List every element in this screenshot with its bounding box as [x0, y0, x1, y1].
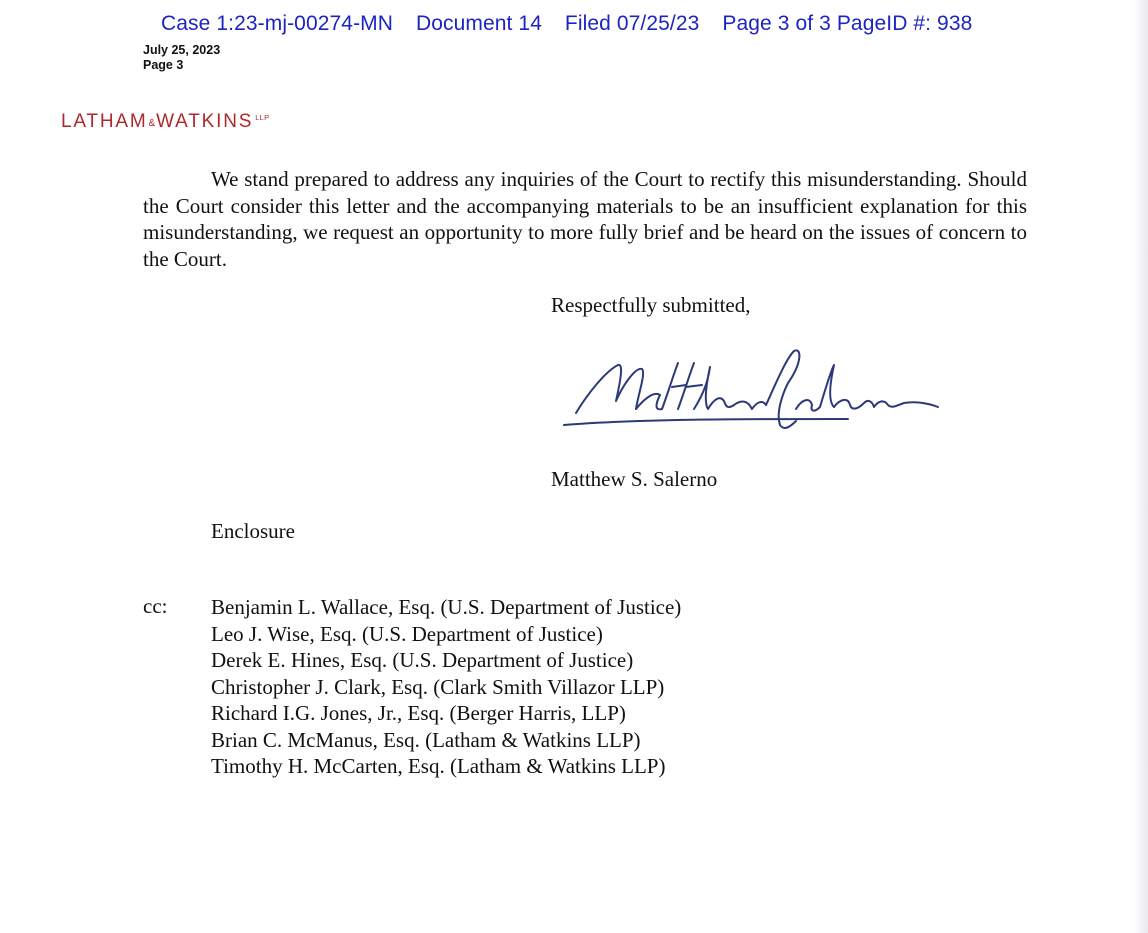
cc-recipient: Christopher J. Clark, Esq. (Clark Smith Villazor LLP) [211, 674, 665, 699]
document-number: Document 14 [415, 12, 542, 35]
signer-name: Matthew S. Salerno [551, 467, 718, 491]
cc-recipient-list [211, 594, 681, 780]
letter-date: July 25, 2023 [143, 43, 221, 57]
cc-recipient: Brian C. McManus, Esq. (Latham & Watkins LLP) [211, 727, 641, 752]
page-edge-shadow [1134, 0, 1148, 933]
cc-recipient: Timothy H. McCarten, Esq. (Latham & Watkins LLP) [211, 754, 666, 778]
cc-recipient: Richard I.G. Jones, Jr., Esq. (Berger Harris, LLP) [211, 701, 626, 725]
enclosure-label: Enclosure [211, 519, 295, 543]
handwritten-signature [558, 343, 948, 443]
logo-ampersand: & [148, 118, 156, 129]
page-info: Page 3 of 3 PageID #: 938 [722, 12, 973, 35]
logo-firm-part2: WATKINS [156, 111, 254, 132]
filed-date: Filed 07/25/23 [564, 12, 700, 35]
logo-firm-part1: LATHAM [61, 111, 148, 132]
logo-llp: LLP [255, 113, 270, 122]
latham-watkins-logo [61, 111, 269, 133]
cc-label: cc: [143, 594, 168, 618]
body-paragraph: We stand prepared to address any inquiries of the Court to rectify this misunderstanding. Should the Court consider this letter and the accompanying materials to be an insufficient explanation for this misunderstanding, we request an opportunity to more fully brief and be heard on the issues of concern to the Court. [143, 167, 1027, 271]
closing-salutation: Respectfully submitted, [551, 293, 751, 317]
cc-recipient: Leo J. Wise, Esq. (U.S. Department of Justice) [211, 621, 603, 646]
letter-page-number: Page 3 [143, 58, 184, 72]
case-number: Case 1:23-mj-00274-MN [161, 12, 394, 35]
ecf-filing-header [161, 12, 972, 36]
cc-recipient: Derek E. Hines, Esq. (U.S. Department of Justice) [211, 648, 634, 672]
cc-recipient: Benjamin L. Wallace, Esq. (U.S. Department of Justice) [211, 595, 682, 619]
